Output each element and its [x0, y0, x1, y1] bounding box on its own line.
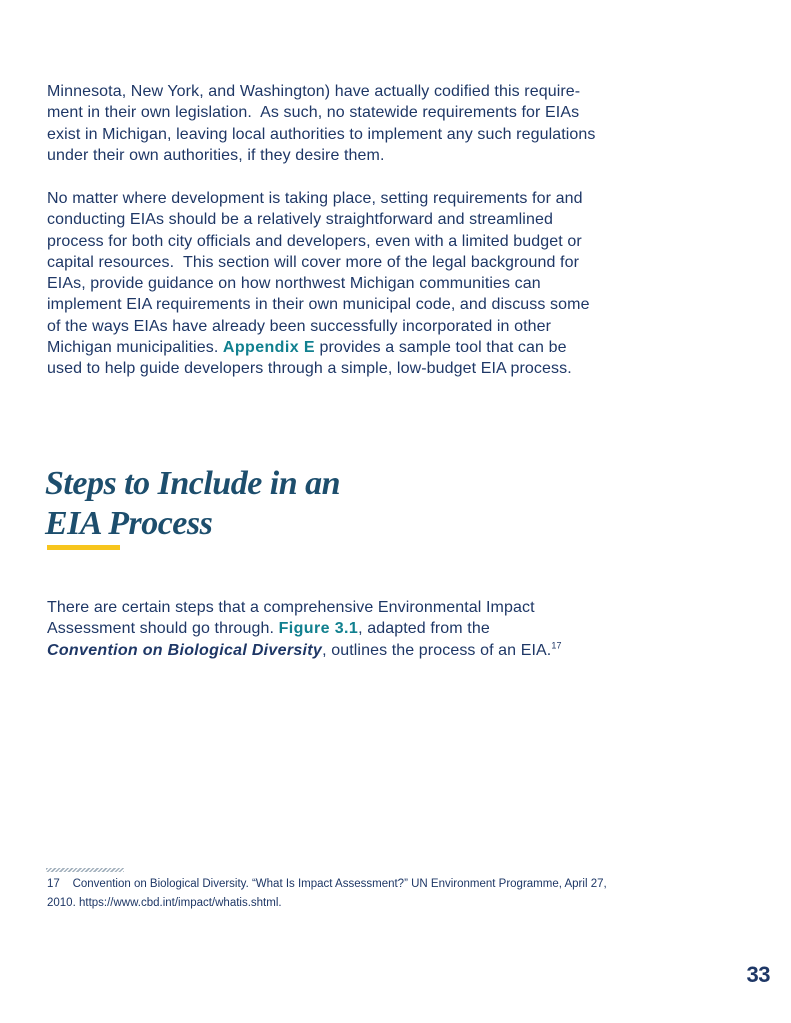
section-heading-line-1: Steps to Include in an	[45, 465, 341, 502]
paragraph-state-requirements	[47, 81, 727, 166]
section-heading-line-2: EIA Process	[45, 505, 213, 542]
text-segment: .	[278, 897, 282, 909]
text-segment: Convention on Biological Diversity	[47, 641, 323, 659]
section-heading	[45, 464, 340, 544]
footnote-17-marker: 17	[551, 640, 562, 651]
paragraph-eia-overview	[47, 188, 727, 380]
text-segment: conducting EIAs should be a relatively straightforward and streamlined	[47, 211, 553, 229]
text-segment: used to help guide developers through a simple, low-budget EIA process.	[47, 360, 572, 378]
text-segment: process for both city officials and developers, even with a limited budget or	[47, 232, 582, 250]
text-segment: capital resources. This section will cover more of the legal background for	[47, 253, 579, 271]
text-segment: Minnesota, New York, and Washington) have actually codified this require-	[47, 83, 581, 100]
text-segment: under their own authorities, if they desire them.	[47, 146, 385, 164]
text-segment: provides a sample tool that can be	[314, 339, 567, 357]
appendix-e-reference-link[interactable]: Appendix E	[222, 339, 315, 357]
text-segment: , outlines the process of an EIA.	[322, 641, 552, 659]
figure-3-1-reference-link[interactable]: Figure 3.1	[278, 620, 359, 638]
text-segment: There are certain steps that a comprehensive Environmental Impact	[47, 599, 535, 616]
footnote-url[interactable]: https://www.cbd.int/impact/whatis.shtml	[78, 897, 279, 909]
footnote-divider-rule	[46, 868, 124, 872]
text-segment: Assessment should go through.	[47, 620, 279, 638]
heading-accent-bar	[47, 545, 120, 550]
text-segment: No matter where development is taking place, setting requirements for and	[47, 190, 583, 207]
text-segment: 17 Convention on Biological Diversity. “What Is Impact Assessment?” UN Environment Programme, April 27,	[47, 878, 607, 890]
text-segment: ment in their own legislation. As such, no statewide requirements for EIAs	[47, 104, 580, 122]
text-segment: of the ways EIAs have already been successfully incorporated in other	[47, 317, 552, 335]
text-segment: implement EIA requirements in their own municipal code, and discuss some	[47, 296, 590, 314]
text-segment: exist in Michigan, leaving local authorities to implement any such regulations	[47, 125, 596, 143]
text-segment: 2010.	[47, 897, 79, 909]
text-segment: EIAs, provide guidance on how northwest Michigan communities can	[47, 275, 541, 293]
paragraph-figure-intro	[47, 597, 727, 661]
text-segment: Michigan municipalities.	[47, 339, 223, 357]
text-segment: , adapted from the	[358, 620, 490, 638]
page-number: 33	[746, 962, 770, 987]
footnote-17	[47, 875, 747, 913]
